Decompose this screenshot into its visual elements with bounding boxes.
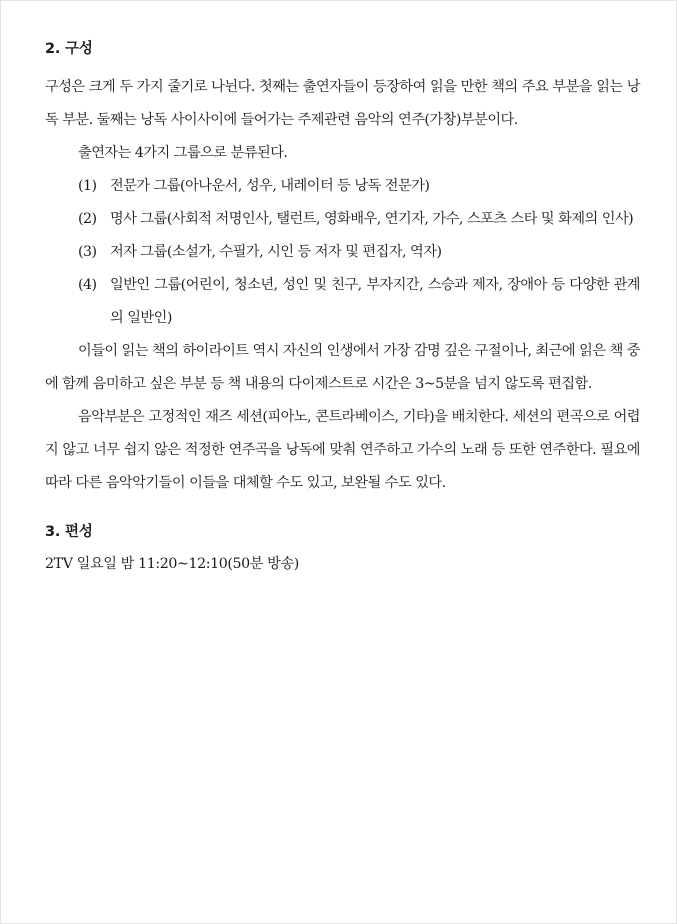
performer-group-item xyxy=(45,236,640,269)
performers-intro-paragraph: 출연자는 4가지 그룹으로 분류된다. xyxy=(78,145,288,161)
list-text: 저자 그룹(소설가, 수필가, 시인 등 저자 및 편집자, 역자) xyxy=(110,244,442,260)
section-schedule xyxy=(45,522,640,576)
list-number: (3) xyxy=(78,244,97,260)
section-heading-composition: 2. 구성 xyxy=(45,41,93,57)
performer-group-item xyxy=(45,269,640,335)
music-paragraph: 음악부분은 고정적인 재즈 세션(피아노, 콘트라베이스, 기타)을 배치한다. 세션의 편곡으로 어렵지 않고 너무 쉽지 않은 적정한 연주곡을 낭독에 맞춰 연주하고 가수의 노래 등 또한 연주한다. 필요에 따라 다른 음악악기들이 이들을 대체할 수도 있고, 보완될 수도 있다. xyxy=(45,409,640,491)
performer-group-list xyxy=(45,170,640,335)
list-number: (4) xyxy=(78,277,97,293)
list-text: 명사 그룹(사회적 저명인사, 탤런트, 영화배우, 연기자, 가수, 스포츠 스타 및 화제의 인사) xyxy=(110,211,634,227)
performer-group-item xyxy=(45,170,640,203)
list-number: (2) xyxy=(78,211,97,227)
performer-group-item xyxy=(45,203,640,236)
section-heading-schedule: 3. 편성 xyxy=(45,524,93,540)
composition-intro-paragraph: 구성은 크게 두 가지 줄기로 나뉜다. 첫째는 출연자들이 등장하여 읽을 만한 책의 주요 부분을 읽는 낭독 부분. 둘째는 낭독 사이사이에 들어가는 주제관련 음악의 연주(가창)부분이다. xyxy=(45,79,640,128)
list-number: (1) xyxy=(78,178,97,194)
reading-paragraph: 이들이 읽는 책의 하이라이트 역시 자신의 인생에서 가장 감명 깊은 구절이나, 최근에 읽은 책 중에 함께 음미하고 싶은 부분 등 책 내용의 다이제스트로 시간은 3~5분을 넘지 않도록 편집함. xyxy=(45,343,640,392)
section-composition xyxy=(45,39,640,500)
list-text: 전문가 그룹(아나운서, 성우, 내레이터 등 낭독 전문가) xyxy=(110,178,430,194)
list-text: 일반인 그룹(어린이, 청소년, 성인 및 친구, 부자지간, 스승과 제자, 장애아 등 다양한 관계의 일반인) xyxy=(110,277,640,326)
document-content xyxy=(45,39,640,576)
broadcast-schedule: 2TV 일요일 밤 11:20~12:10(50분 방송) xyxy=(45,556,299,572)
